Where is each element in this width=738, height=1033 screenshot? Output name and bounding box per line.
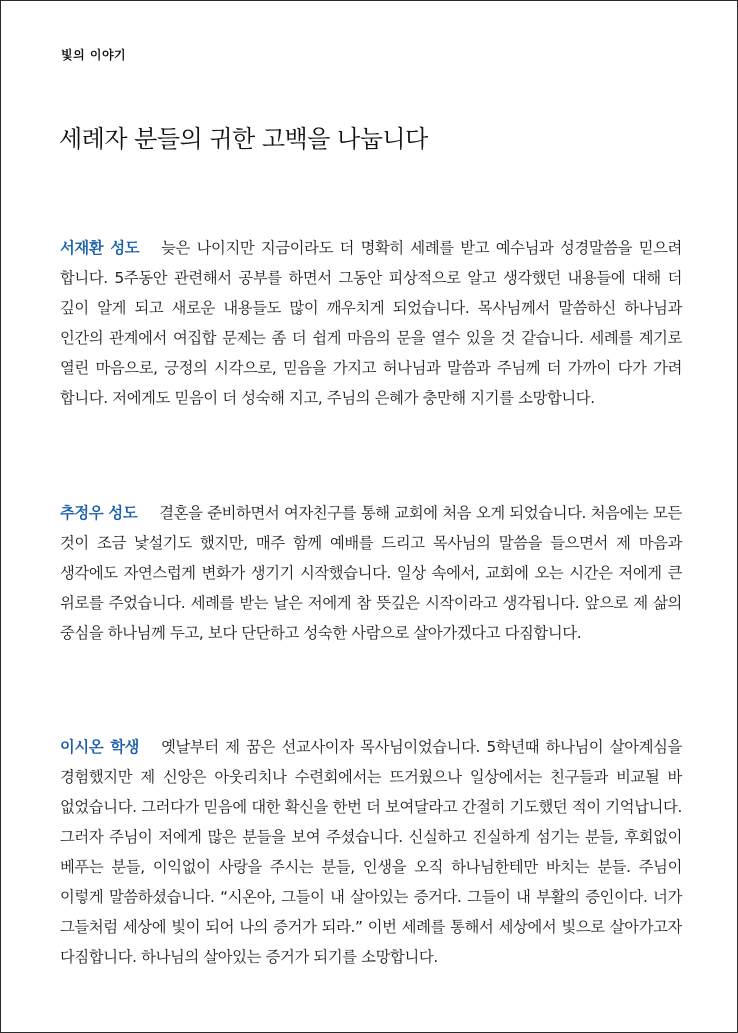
testimony-text: 옛날부터 제 꿈은 선교사이자 목사님이었습니다. 5학년때 하나님이 살아계심을 경험했지만 제 신앙은 아웃리치나 수련회에서는 뜨거웠으나 일상에서는 친구들과 비교될 바 없었습니다. 그러다가 믿음에 대한 확신을 한번 더 보여달라고 간절히 기도했던 적이 기억납니다. 그러자 주님이 저에게 많은 분들을 보여 주셨습니다. 신실하고 진실하게 섬기는 분들, 후회없이 베푸는 분들, 이익없이 사랑을 주시는 분들, 인생을 오직 하나님한테만 바치는 분들. 주님이 이렇게 말씀하셨습니다. “시온아, 그들이 내 살아있는 증거다. 그들이 내 부활의 증인이다. 너가 그들처럼 세상에 빛이 되어 나의 증거가 되라.” 이번 세례를 통해서 세상에서 빛으로 살아가고자 다짐합니다. 하나님의 살아있는 증거가 되기를 소망합니다.: [60, 738, 682, 966]
testimony-text: 늦은 나이지만 지금이라도 더 명확히 세례를 받고 예수님과 성경말씀을 믿으려 합니다. 5주동안 관련해서 공부를 하면서 그동안 피상적으로 알고 생각했던 내용들에 대해 더 깊이 알게 되고 새로운 내용들도 많이 깨우치게 되었습니다. 목사님께서 말씀하신 하나님과 인간의 관계에서 여집합 문제는 좀 더 쉽게 마음의 문을 열수 있을 것 같습니다. 세례를 계기로 열린 마음으로, 긍정의 시각으로, 믿음을 가지고 허나님과 말씀과 주님께 더 가까이 다가 가려 합니다. 저에게도 믿음이 더 성숙해 지고, 주님의 은혜가 충만해 지기를 소망합니다.: [60, 239, 682, 407]
testimony-text: 결혼을 준비하면서 여자친구를 통해 교회에 처음 오게 되었습니다. 처음에는 모든 것이 조금 낯설기도 했지만, 매주 함께 예배를 드리고 목사님의 말씀을 들으면서 제 마음과 생각에도 자연스럽게 변화가 생기기 시작했습니다. 일상 속에서, 교회에 오는 시간은 저에게 큰 위로를 주었습니다. 세례를 받는 날은 저에게 참 뜻깊은 시작이라고 생각됩니다. 앞으로 제 삶의 중심을 하나님께 두고, 보다 단단하고 성숙한 사람으로 살아가겠다고 다짐합니다.: [60, 504, 682, 642]
speaker-name: 서재환 성도: [60, 239, 140, 257]
speaker-name: 추정우 성도: [60, 504, 138, 522]
testimony-paragraph: [60, 732, 682, 972]
testimony-paragraph: [60, 498, 682, 648]
page-title: 세례자 분들의 귀한 고백을 나눕니다: [59, 125, 428, 153]
section-label: 빛의 이야기: [61, 48, 127, 62]
testimony-paragraph: [60, 233, 682, 413]
speaker-name: 이시온 학생: [60, 738, 140, 756]
